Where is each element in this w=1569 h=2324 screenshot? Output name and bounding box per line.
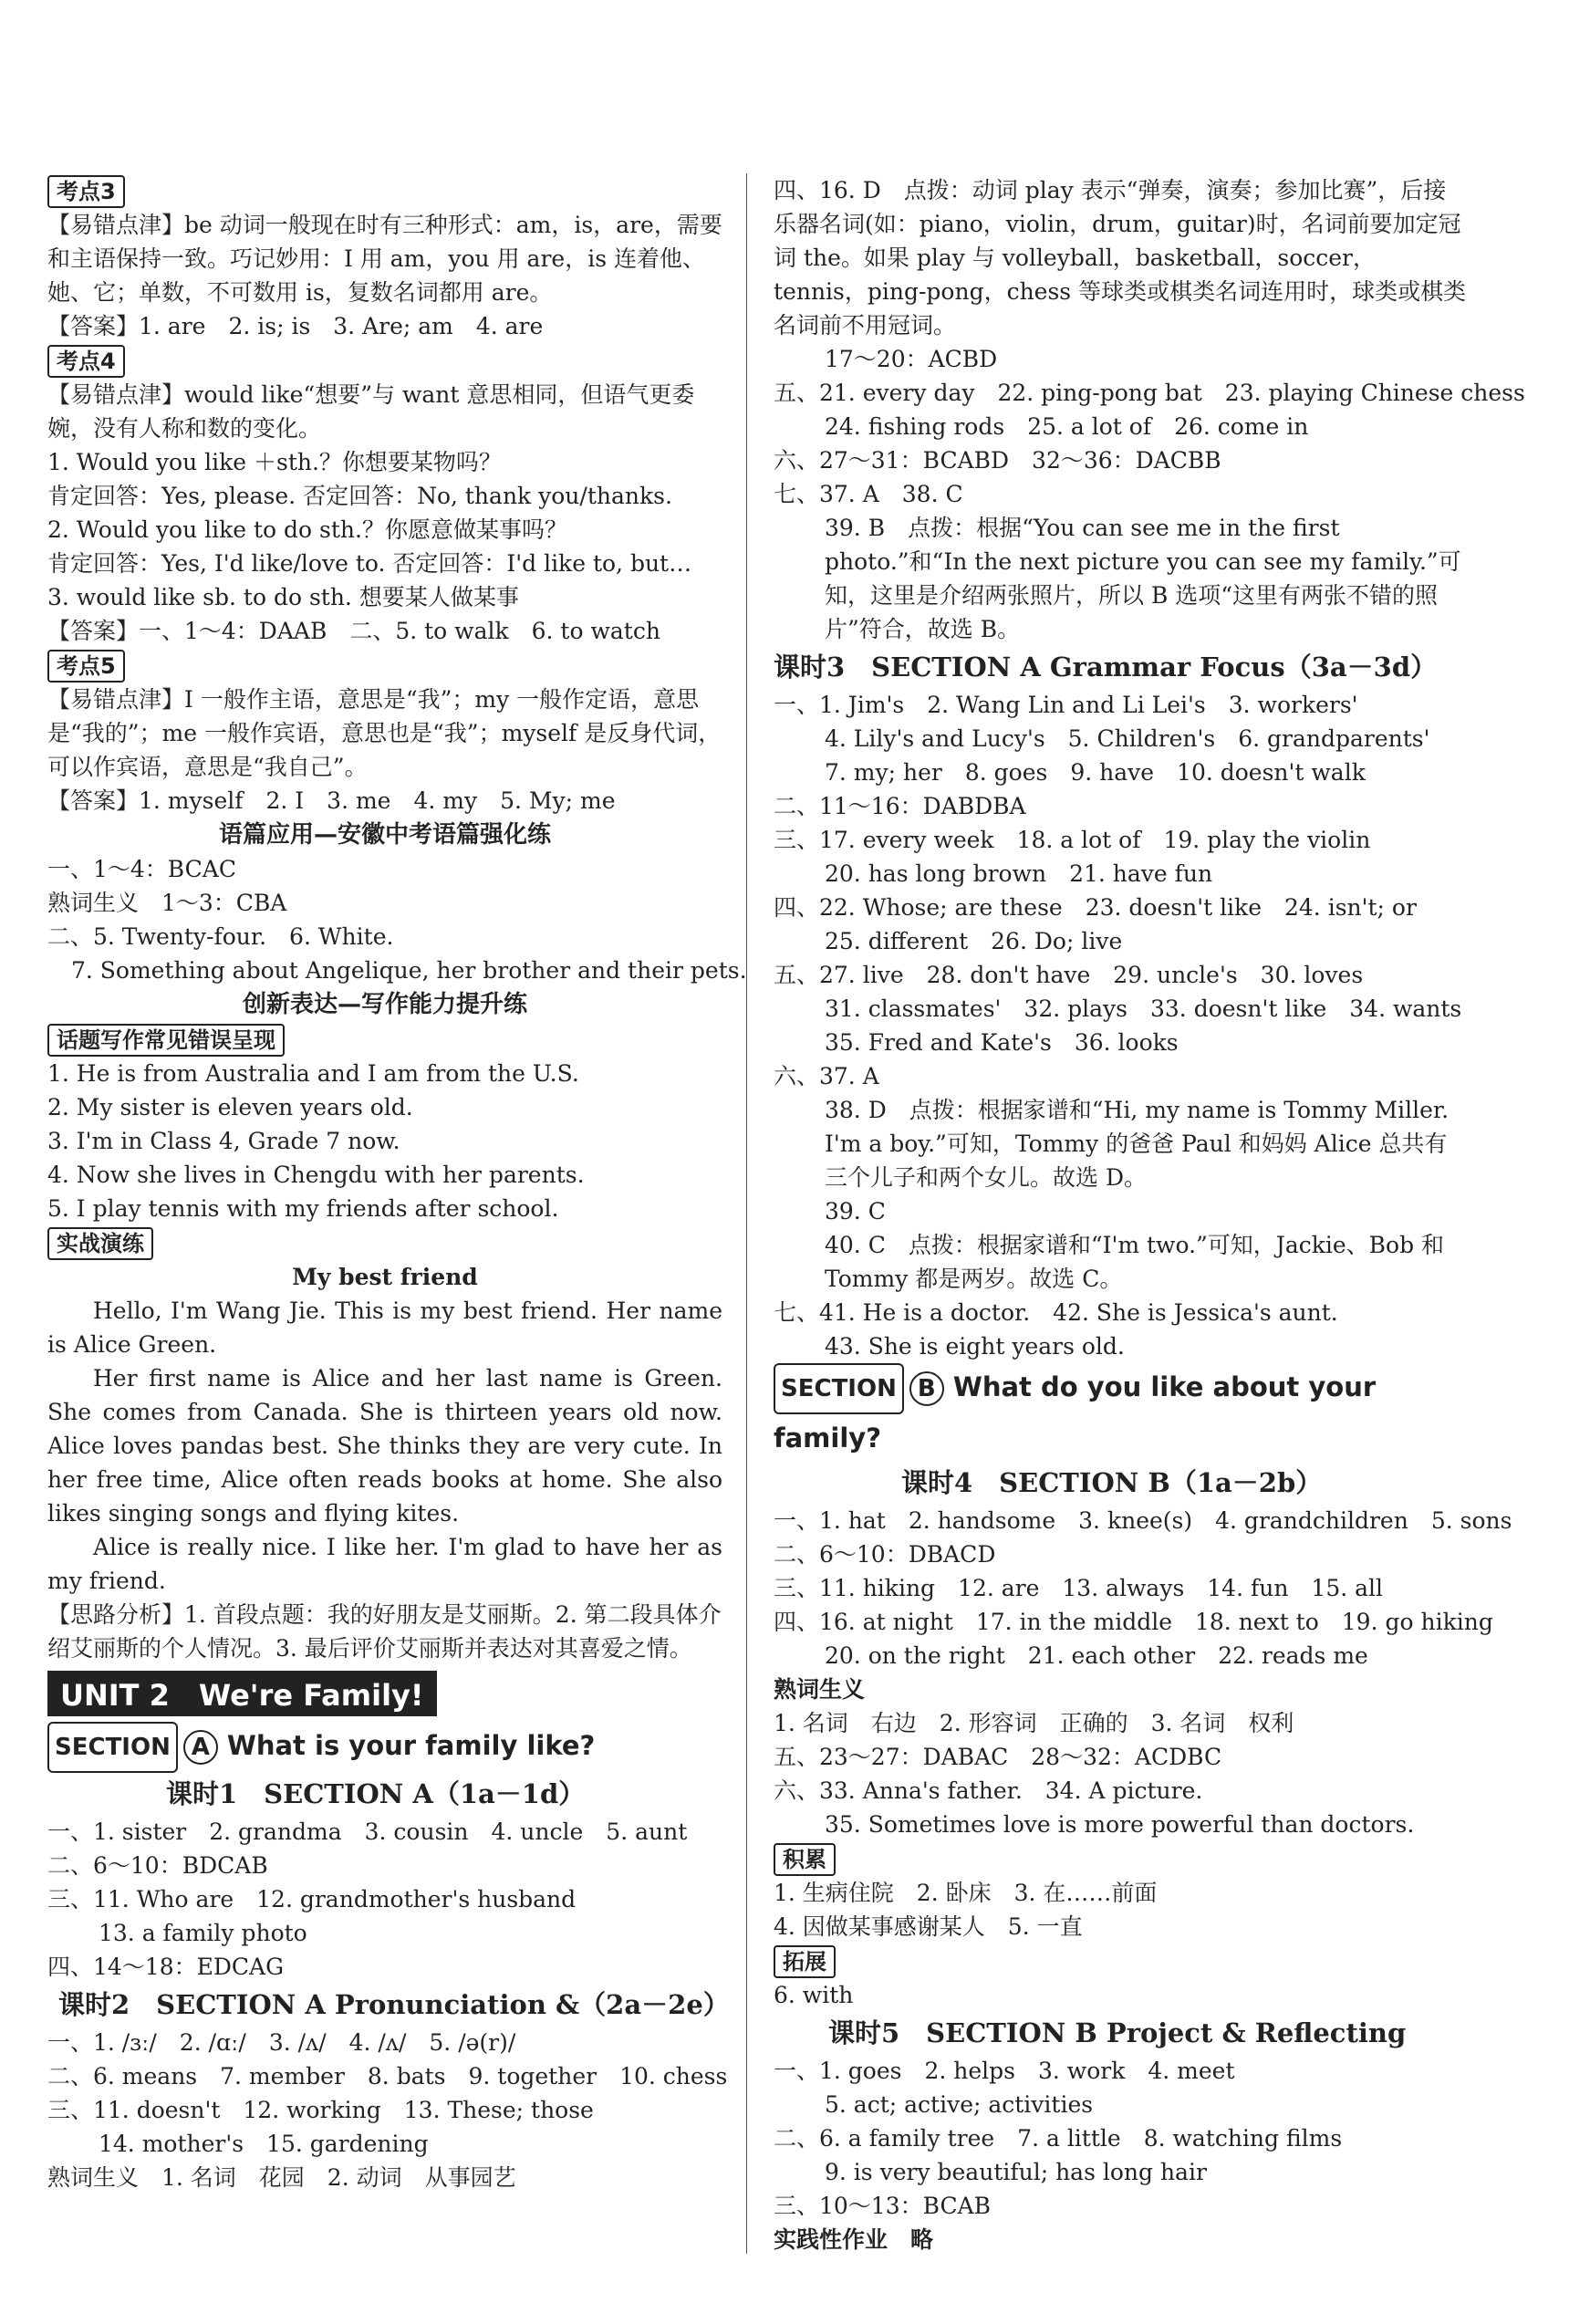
kaodian-4-line-3: 2. Would you like to do sth.？你愿意做某事吗？ xyxy=(47,516,567,543)
part-5-line-1: 五、21. every day 22. ping-pong bat 23. playing Chinese chess xyxy=(774,380,1525,406)
lesson-3-line-16: 七、41. He is a doctor. 42. She is Jessica's aunt. xyxy=(774,1299,1338,1326)
lesson-3-line-7: 四、22. Whose; are these 23. doesn't like 24. isn't; or xyxy=(774,894,1417,921)
lesson-4-line-8: 五、23～27：DABAC 28～32：ACDBC xyxy=(774,1744,1222,1770)
lesson-1-line-5: 四、14～18：EDCAG xyxy=(47,1954,285,1980)
error-sentence-4: 4. Now she lives in Chengdu with her parents. xyxy=(47,1162,585,1188)
lesson-4-line-6: 熟词生义 xyxy=(774,1676,866,1703)
lesson-4-title: 课时4 SECTION B（1a－2b） xyxy=(901,1467,1323,1498)
lesson-4-line-11: 1. 生病住院 2. 卧床 3. 在……前面 xyxy=(774,1880,1158,1906)
error-sentence-1: 1. He is from Australia and I am from the U.S. xyxy=(47,1060,579,1087)
kaodian-4-line-4: 肯定回答：Yes, I'd like/love to. 否定回答：I'd like to, but… xyxy=(47,550,692,577)
lesson-1-title: 课时1 SECTION A（1a－1d） xyxy=(166,1778,586,1809)
kaodian-4-line-1: 1. Would you like ＋sth.？你想要某物吗？ xyxy=(47,449,502,475)
kaodian-5-label: 考点5 xyxy=(47,650,125,683)
lesson-4-line-5: 20. on the right 21. each other 22. reads me xyxy=(825,1642,1368,1669)
unit-2-banner: UNIT 2 We're Family! xyxy=(47,1671,437,1716)
essay-paragraph-1: Hello, I'm Wang Jie. This is my best friend. Her name is Alice Green. xyxy=(47,1297,722,1358)
right-column xyxy=(774,173,1525,2256)
lesson-3-line-2: 4. Lily's and Lucy's 5. Children's 6. grandparents' xyxy=(825,725,1430,752)
column-divider xyxy=(746,173,747,2254)
kaodian-4-label: 考点4 xyxy=(47,345,125,378)
lesson-5-line-1: 一、1. goes 2. helps 3. work 4. meet xyxy=(774,2058,1235,2084)
kaodian-4-line-5: 3. would like sb. to do sth. 想要某人做某事 xyxy=(47,584,519,610)
kaodian-3-answer: 【答案】1. are 2. is; is 3. Are; am 4. are xyxy=(47,313,544,339)
error-sentence-2: 2. My sister is eleven years old. xyxy=(47,1094,413,1120)
lesson-5-title: 课时5 SECTION B Project & Reflecting xyxy=(828,2017,1407,2048)
lesson-4-line-1: 一、1. hat 2. handsome 3. knee(s) 4. grandchildren 5. sons xyxy=(774,1507,1512,1534)
kaodian-3-label: 考点3 xyxy=(47,175,125,208)
lesson-4-line-7: 1. 名词 右边 2. 形容词 正确的 3. 名词 权利 xyxy=(774,1710,1294,1736)
lesson-1-line-3: 三、11. Who are 12. grandmother's husband xyxy=(47,1886,577,1912)
part-4-answer-2: 17～20：ACBD xyxy=(825,346,998,372)
lesson-3-line-4: 二、11～16：DABDBA xyxy=(774,793,1026,819)
lesson-3-line-1: 一、1. Jim's 2. Wang Lin and Li Lei's 3. workers' xyxy=(774,692,1358,718)
part-5-line-2: 24. fishing rods 25. a lot of 26. come in xyxy=(825,413,1309,440)
lesson-3-line-5: 三、17. every week 18. a lot of 19. play the violin xyxy=(774,827,1371,853)
essay-analysis: 【思路分析】1. 首段点题：我的好朋友是艾丽斯。2. 第二段具体介绍艾丽斯的个人情况。3. 最后评价艾丽斯并表达对其喜爱之情。 xyxy=(47,1601,722,1662)
lesson-3-line-8: 25. different 26. Do; live xyxy=(825,928,1123,954)
section-letter-a: A xyxy=(183,1730,218,1765)
section-a-title: What is your family like? xyxy=(226,1730,596,1761)
part-7-line-1: 七、37. A 38. C xyxy=(774,481,963,507)
lesson-4-line-12: 4. 因做某事感谢某人 5. 一直 xyxy=(774,1913,1083,1940)
part-4-answer: 四、16. D 点拨：动词 play 表示“弹奏，演奏；参加比赛”，后接乐器名词(如：piano，violin，drum，guitar)时，名词前要加定冠词 the。如果 play 与 volleyball，basketball，soccer，tennis，ping-pong，chess 等球类或棋类名词连用时，球类或棋类名词前不用冠词。 xyxy=(774,177,1467,339)
lesson-5-line-3: 二、6. a family tree 7. a little 8. watching films xyxy=(774,2125,1343,2152)
part-7-line-2: 39. B 点拨：根据“You can see me in the first photo.”和“In the next picture you can see my family.”可知，这里是介绍两张照片，所以 B 选项“这里有两张不错的照片”符合，故选 B。 xyxy=(825,515,1461,642)
reading-practice-heading: 语篇应用—安徽中考语篇强化练 xyxy=(218,821,551,849)
lesson-3-line-6: 20. has long brown 21. have fun xyxy=(825,860,1213,887)
lesson-4-line-3: 三、11. hiking 12. are 13. always 14. fun 15. all xyxy=(774,1575,1384,1601)
lesson-3-line-11: 35. Fred and Kate's 36. looks xyxy=(825,1029,1179,1056)
section-letter-b: B xyxy=(909,1371,944,1406)
kaodian-3-note: 【易错点津】be 动词一般现在时有三种形式：am，is，are，需要和主语保持一致。巧记妙用：I 用 am，you 用 are，is 连着他、她、它；单数，不可数用 is，复数名词都用 are。 xyxy=(47,212,722,306)
practice-label: 实战演练 xyxy=(47,1227,153,1260)
lesson-4-line-2: 二、6～10：DBACD xyxy=(774,1541,996,1568)
lesson-3-line-3: 7. my; her 8. goes 9. have 10. doesn't walk xyxy=(825,759,1366,786)
lesson-3-line-17: 43. She is eight years old. xyxy=(825,1333,1125,1360)
kaodian-4-line-2: 肯定回答：Yes, please. 否定回答：No, thank you/thanks. xyxy=(47,483,672,509)
lesson-5-line-6: 实践性作业 略 xyxy=(774,2226,934,2253)
lesson-5-line-4: 9. is very beautiful; has long hair xyxy=(825,2159,1207,2185)
section-b-header xyxy=(774,1363,1467,1462)
lesson-3-line-10: 31. classmates' 32. plays 33. doesn't like 34. wants xyxy=(825,995,1462,1022)
lesson-2-line-2: 二、6. means 7. member 8. bats 9. together 10. chess xyxy=(47,2063,728,2090)
reading-line-3: 二、5. Twenty-four. 6. White. xyxy=(47,923,394,950)
lesson-2-line-1: 一、1. /ɜː/ 2. /ɑː/ 3. /ʌ/ 4. /ʌ/ 5. /ə(r)/ xyxy=(47,2029,516,2056)
extension-label: 拓展 xyxy=(774,1945,836,1978)
lesson-3-line-12: 六、37. A xyxy=(774,1063,879,1089)
essay-title: My best friend xyxy=(292,1264,478,1290)
kaodian-4-answer: 【答案】一、1～4：DAAB 二、5. to walk 6. to watch xyxy=(47,618,660,644)
lesson-3-line-14: 39. C xyxy=(825,1198,886,1225)
lesson-4-line-4: 四、16. at night 17. in the middle 18. next to 19. go hiking xyxy=(774,1609,1493,1635)
lesson-3-line-15: 40. C 点拨：根据家谱和“I'm two.”可知，Jackie、Bob 和 Tommy 都是两岁。故选 C。 xyxy=(825,1232,1445,1292)
reading-line-1: 一、1～4：BCAC xyxy=(47,856,236,882)
lesson-2-line-3: 三、11. doesn't 12. working 13. These; those xyxy=(47,2097,594,2123)
lesson-3-line-9: 五、27. live 28. don't have 29. uncle's 30. loves xyxy=(774,962,1364,988)
section-label: SECTION xyxy=(774,1363,904,1414)
lesson-5-line-5: 三、10～13：BCAB xyxy=(774,2193,992,2219)
reading-line-4: 7. Something about Angelique, her brother and their pets. xyxy=(71,957,747,984)
lesson-4-line-13: 6. with xyxy=(774,1982,854,2008)
kaodian-4-note: 【易错点津】would like“想要”与 want 意思相同，但语气更委婉，没有人称和数的变化。 xyxy=(47,381,695,442)
common-errors-label: 话题写作常见错误呈现 xyxy=(47,1024,285,1057)
error-sentence-5: 5. I play tennis with my friends after school. xyxy=(47,1195,559,1222)
lesson-2-line-5: 熟词生义 1. 名词 花园 2. 动词 从事园艺 xyxy=(47,2164,516,2191)
lesson-4-line-9: 六、33. Anna's father. 34. A picture. xyxy=(774,1777,1203,1804)
writing-practice-heading: 创新表达—写作能力提升练 xyxy=(242,991,527,1018)
section-a-header xyxy=(47,1722,722,1773)
lesson-3-line-13: 38. D 点拨：根据家谱和“Hi, my name is Tommy Miller. I'm a boy.”可知，Tommy 的爸爸 Paul 和妈妈 Alice 总共有三个儿子和两个女儿。故选 D。 xyxy=(825,1097,1450,1191)
lesson-4-line-10: 35. Sometimes love is more powerful than doctors. xyxy=(825,1811,1415,1838)
lesson-2-line-4: 14. mother's 15. gardening xyxy=(99,2131,429,2157)
lesson-5-line-2: 5. act; active; activities xyxy=(825,2091,1094,2118)
lesson-1-line-2: 二、6～10：BDCAB xyxy=(47,1852,268,1879)
lesson-2-title: 课时2 SECTION A Pronunciation &（2a－2e） xyxy=(58,1989,730,2020)
reading-line-2: 熟词生义 1～3：CBA xyxy=(47,890,287,916)
section-b-title: What do you like about your family? xyxy=(774,1371,1377,1454)
accumulate-label: 积累 xyxy=(774,1843,836,1876)
kaodian-5-note: 【易错点津】I 一般作主语，意思是“我”；my 一般作定语，意思是“我的”；me 一般作宾语，意思也是“我”；myself 是反身代词，可以作宾语，意思是“我自己”。 xyxy=(47,686,722,780)
error-sentence-3: 3. I'm in Class 4, Grade 7 now. xyxy=(47,1128,400,1154)
lesson-3-title: 课时3 SECTION A Grammar Focus（3a－3d） xyxy=(774,651,1438,683)
part-6-line: 六、27～31：BCABD 32～36：DACBB xyxy=(774,447,1221,474)
essay-paragraph-3: Alice is really nice. I like her. I'm glad to have her as my friend. xyxy=(47,1534,722,1594)
essay-paragraph-2: Her first name is Alice and her last name is Green. She comes from Canada. She is thirteen years old now. Alice loves pandas best. She thinks they are very cute. In her free time, Alice often reads books at home. She also likes singing songs and flying kites. xyxy=(47,1365,722,1527)
lesson-1-line-1: 一、1. sister 2. grandma 3. cousin 4. uncle 5. aunt xyxy=(47,1819,688,1845)
left-column xyxy=(47,173,747,2194)
lesson-1-line-4: 13. a family photo xyxy=(99,1920,307,1946)
section-label: SECTION xyxy=(47,1722,178,1773)
kaodian-5-answer: 【答案】1. myself 2. I 3. me 4. my 5. My; me xyxy=(47,787,616,814)
